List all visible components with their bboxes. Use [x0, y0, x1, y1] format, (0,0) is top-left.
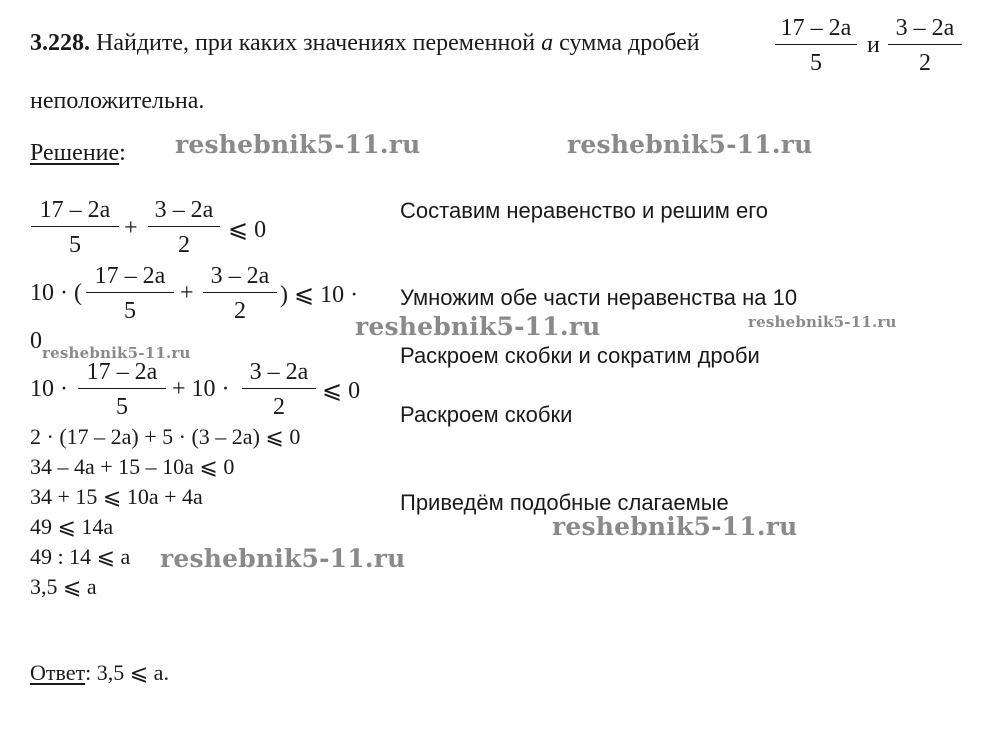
step-line: 34 + 15 ⩽ 10a + 4a — [30, 484, 203, 509]
step1-fraction-1: 17 – 2a 5 — [31, 198, 119, 257]
problem-text-middle: сумма дробей — [559, 30, 700, 56]
problem-statement — [30, 30, 700, 57]
step1-plus: + — [124, 215, 138, 241]
step3-fraction-1: 17 – 2a 5 — [78, 360, 166, 419]
step3-fraction-2: 3 – 2a 2 — [242, 360, 316, 419]
step2-plus: + — [180, 280, 194, 306]
problem-conjunction: и — [867, 32, 880, 58]
answer-label: Ответ — [30, 660, 86, 685]
solution-heading: Решение: — [30, 140, 126, 166]
step2-head: 10 · ( — [30, 280, 82, 306]
comment-compose: Составим неравенство и решим его — [400, 198, 769, 223]
problem-number: 3.228. — [30, 30, 90, 56]
watermark: reshebnik5-11.ru — [160, 544, 406, 573]
problem-text-end: неположительна. — [30, 88, 205, 114]
step-line: 49 : 14 ⩽ a — [30, 544, 131, 569]
step1-fraction-2: 3 – 2a 2 — [148, 198, 220, 257]
problem-variable: a — [541, 30, 554, 56]
watermark: reshebnik5-11.ru — [567, 130, 813, 159]
step-line: 2 · (17 – 2a) + 5 · (3 – 2a) ⩽ 0 — [30, 424, 301, 449]
watermark: reshebnik5-11.ru — [355, 312, 601, 341]
watermark: reshebnik5-11.ru — [175, 130, 421, 159]
step1-tail: ⩽ 0 — [228, 217, 267, 243]
solution-label: Решение — [30, 140, 120, 166]
watermark: reshebnik5-11.ru — [42, 344, 191, 362]
step3-tail: ⩽ 0 — [322, 378, 361, 404]
comment-multiply: Умножим обе части неравенства на 10 — [400, 285, 798, 310]
problem-fraction-2: 3 – 2a 2 — [888, 16, 962, 75]
step2-fraction-2: 3 – 2a 2 — [203, 264, 277, 323]
watermark: reshebnik5-11.ru — [748, 313, 897, 331]
comment-open-reduce: Раскроем скобки и сократим дроби — [400, 343, 760, 368]
answer-value: : 3,5 ⩽ a. — [85, 660, 169, 685]
step3-head: 10 · — [30, 376, 68, 402]
problem-text-before: Найдите, при каких значениях переменной — [96, 30, 536, 56]
problem-fraction-1: 17 – 2a 5 — [775, 16, 857, 75]
watermark: reshebnik5-11.ru — [552, 512, 798, 541]
answer — [30, 660, 169, 686]
comment-like-terms: Приведём подобные слагаемые — [400, 490, 729, 515]
comment-open-brackets: Раскроем скобки — [400, 402, 573, 427]
step-line: 3,5 ⩽ a — [30, 574, 97, 599]
step-line: 34 – 4a + 15 – 10a ⩽ 0 — [30, 454, 235, 479]
step2-tail: ) ⩽ 10 · — [280, 282, 359, 308]
step2-fraction-1: 17 – 2a 5 — [86, 264, 174, 323]
step-line: 49 ⩽ 14a — [30, 514, 114, 539]
step2-wrap: 0 — [30, 328, 42, 354]
step3-mid: + 10 · — [172, 376, 230, 402]
